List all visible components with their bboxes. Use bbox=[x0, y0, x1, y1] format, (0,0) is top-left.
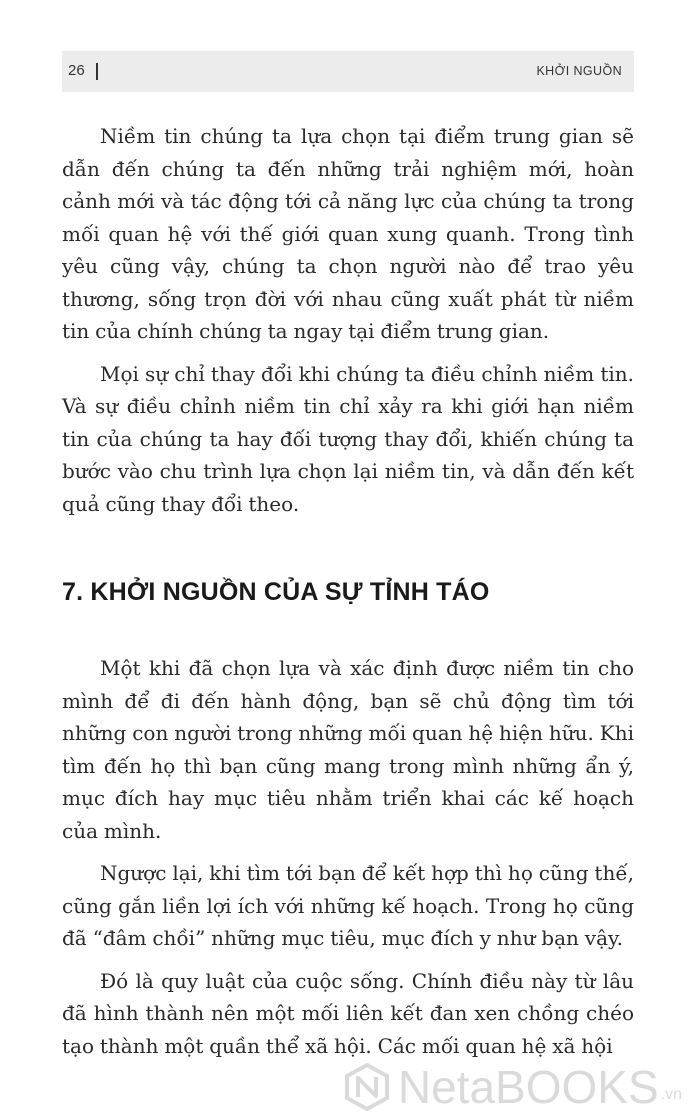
header-divider bbox=[96, 63, 98, 80]
watermark-brand: NetaBOOKS bbox=[397, 1061, 659, 1113]
paragraph: Đó là quy luật của cuộc sống. Chính điều này từ lâu đã hình thành nên một mối liên kết đan xen chồng chéo tạo thành một quần thể xã hội. Các mối quan hệ xã hội bbox=[62, 968, 634, 1058]
netabooks-logo-icon bbox=[342, 1062, 392, 1112]
paragraph: Ngược lại, khi tìm tới bạn để kết hợp thì họ cũng thế, cũng gắn liền lợi ích với những kế hoạch. Trong họ cũng đã “đâm chồi” những mục tiêu, mục đích y như bạn vậy. bbox=[62, 861, 634, 950]
page-header bbox=[62, 51, 634, 92]
paragraph: Mọi sự chỉ thay đổi khi chúng ta điều chỉnh niềm tin. Và sự điều chỉnh niềm tin chỉ xảy ra khi giới hạn niềm tin của chúng ta hay đối tượng thay đổi, khiến chúng ta bước vào chu trình lựa chọn lại niềm tin, và dẫn đến kết quả cũng thay đổi theo. bbox=[62, 361, 634, 516]
section-heading: 7. KHỞI NGUỒN CỦA SỰ TỈNH TÁO bbox=[62, 578, 490, 606]
paragraph: Một khi đã chọn lựa và xác định được niềm tin cho mình để đi đến hành động, bạn sẽ chủ động tìm tới những con người trong những mối quan hệ hiện hữu. Khi tìm đến họ thì bạn cũng mang trong mình những ẩn ý, mục đích hay mục tiêu nhằm triển khai các kế hoạch của mình. bbox=[62, 656, 634, 843]
page-body bbox=[62, 120, 634, 1062]
watermark bbox=[342, 1060, 682, 1114]
page-number: 26 bbox=[68, 62, 85, 79]
watermark-suffix: .vn bbox=[660, 1086, 682, 1103]
running-title: KHỞI NGUỒN bbox=[536, 64, 622, 78]
paragraph: Niềm tin chúng ta lựa chọn tại điểm trung gian sẽ dẫn đến chúng ta đến những trải nghiệm mới, hoàn cảnh mới và tác động tới cả năng lực của chúng ta trong mối quan hệ với thế giới quan xung quanh. Trong tình yêu cũng vậy, chúng ta chọn người nào để trao yêu thương, sống trọn đời với nhau cũng xuất phát từ niềm tin của chính chúng ta ngay tại điểm trung gian. bbox=[62, 124, 634, 343]
